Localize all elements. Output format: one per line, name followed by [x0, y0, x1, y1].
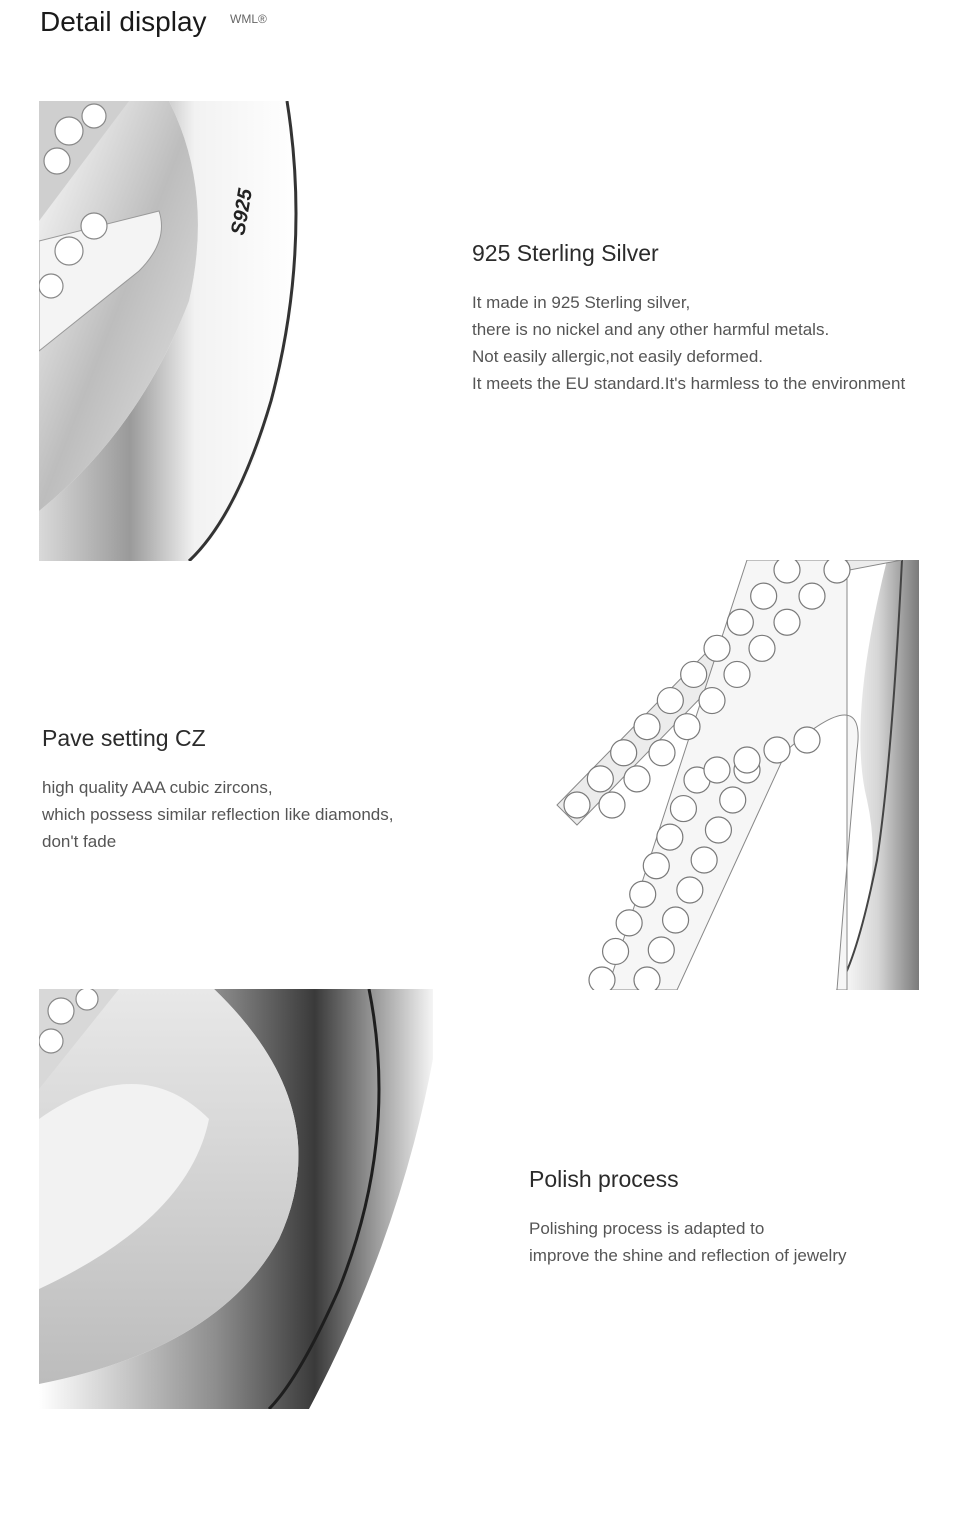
feature-title: 925 Sterling Silver: [472, 240, 659, 266]
feature-line: there is no nickel and any other harmful metals.: [472, 320, 830, 339]
feature-polish-process: [529, 1166, 847, 1269]
ring-band-photo: [39, 101, 369, 561]
feature-line: It meets the EU standard.It's harmless to the environment: [472, 374, 906, 393]
page-header: [40, 6, 267, 38]
feature-pave-setting: [42, 725, 393, 855]
s925-stamp: S925: [227, 187, 258, 237]
brand-mark: WML®: [230, 12, 267, 26]
feature-sterling-silver: [472, 240, 905, 397]
feature-title: Polish process: [529, 1166, 679, 1192]
feature-line: improve the shine and reflection of jewelry: [529, 1246, 847, 1265]
pave-zircon-photo: [547, 560, 919, 990]
feature-line: high quality AAA cubic zircons,: [42, 778, 273, 797]
feature-line: Polishing process is adapted to: [529, 1219, 765, 1238]
polished-band-photo: [39, 989, 433, 1409]
feature-line: Not easily allergic,not easily deformed.: [472, 347, 764, 366]
feature-title: Pave setting CZ: [42, 725, 206, 751]
feature-line: which possess similar reflection like diamonds,: [42, 805, 394, 824]
feature-line: don't fade: [42, 832, 117, 851]
page-title: Detail display: [40, 6, 207, 37]
feature-line: It made in 925 Sterling silver,: [472, 293, 691, 312]
